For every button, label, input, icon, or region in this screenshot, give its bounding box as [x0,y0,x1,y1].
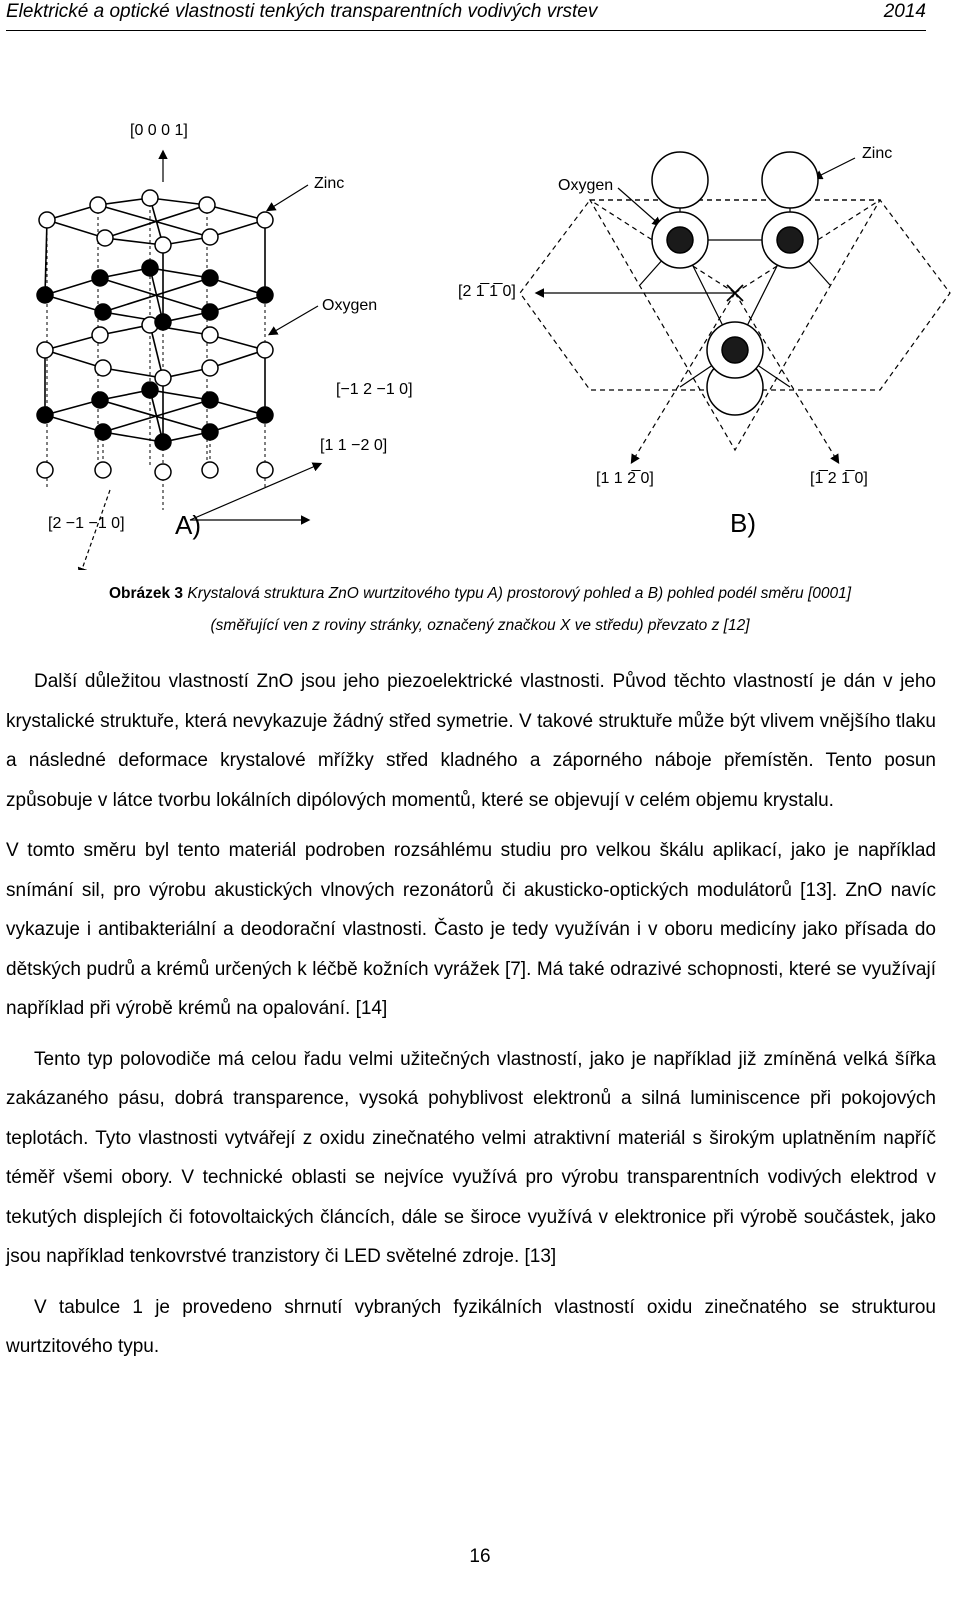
panel-a-dir-3: [2 −1 −1 0] [48,515,125,532]
caption-text-2: (směřující ven z roviny stránky, označený značkou X ve středu) převzato z [12] [210,617,750,634]
figure-caption [0,578,960,642]
paragraph-1: Další důležitou vlastností ZnO jsou jeho piezoelektrické vlastnosti. Původ těchto vlastností je dán v jeho krystalické struktuře, která nevykazuje žádný střed symetrie. V takové struktuře může být vlivem vnějšího tlaku a následné deformace krystalové mřížky střed kladného a záporného náboje přemístěn. Tento posun způsobuje v látce tvorbu lokálních dipólových momentů, které se objevují v celém objemu krystalu. [6,671,936,811]
panel-a-axis-top: [0 0 0 1] [130,122,188,139]
panel-a-zinc-label: Zinc [314,175,345,192]
figure-drawing [0,90,960,570]
caption-label: Obrázek 3 [108,585,184,602]
paragraph-4: V tabulce 1 je provedeno shrnutí vybraných fyzikálních vlastností oxidu zinečnatého se strukturou wurtzitového typu. [6,1296,936,1357]
panel-b-dir-bottom-right: [1̅ 2 1̅ 0] [810,470,868,487]
caption-line-1 [0,578,960,610]
header-year: 2014 [883,1,926,22]
panel-a-oxygen-label: Oxygen [322,297,378,314]
header-title: Elektrické a optické vlastnosti tenkých transparentních vodivých vrstev [6,1,598,22]
figure-zno-structure [0,90,960,570]
body-text [6,662,936,1378]
panel-b-atoms [652,152,818,415]
running-header [6,0,926,31]
panel-b-label: B) [730,508,756,538]
panel-a-atoms [37,190,273,480]
panel-b-dir-left: [2 1̅ 1̅ 0] [458,283,516,300]
panel-a-drawing [45,152,320,570]
panel-a-dir-2: [1 1 −2 0] [320,437,388,454]
panel-a-label: A) [175,510,201,540]
panel-a-dir-1: [−1 2 −1 0] [336,381,413,398]
paragraph-2: V tomto směru byl tento materiál podroben rozsáhlému studiu pro velkou škálu aplikací, jako je například snímání sil, pro výrobu akustických vlnových rezonátorů či akusticko-optických modulátorů [13]. ZnO navíc vykazuje i antibakteriální a deodorační vlastnosti. Často je tedy využíván i v oboru medicíny jako přísada do dětských pudrů a krémů určených k léčbě kožních vyrážek [7]. Má také odrazivé schopnosti, které se využívají například při výrobě krémů na opalování. [14] [6,840,936,1019]
panel-b-oxygen-label: Oxygen [558,177,614,194]
panel-b-dir-bottom-left: [1 1 2̅ 0] [596,470,654,487]
panel-b-zinc-label: Zinc [862,145,893,162]
page-number: 16 [469,1546,491,1567]
panel-b-drawing [520,158,950,462]
paragraph-3: Tento typ polovodiče má celou řadu velmi užitečných vlastností, jako je například již zmíněná velká šířka zakázaného pásu, dobrá transparence, vysoká pohyblivost elektronů a silná luminiscence při pokojových teplotách. Tyto vlastnosti vytvářejí z oxidu zinečnatého velmi atraktivní materiál s širokým uplatněním napříč téměř všemi obory. V technické oblasti se nejvíce využívá pro výrobu transparentních vodivých elektrod v tekutých displejích či fotovoltaických článcích, dále se široce využívá v elektronice při výrobě součástek, jako jsou například tenkovrstvé tranzistory či LED světelné zdroje. [13] [6,1048,936,1267]
caption-text-1: Krystalová struktura ZnO wurtzitového typu A) prostorový pohled a B) pohled podél směru [0001] [183,585,852,602]
